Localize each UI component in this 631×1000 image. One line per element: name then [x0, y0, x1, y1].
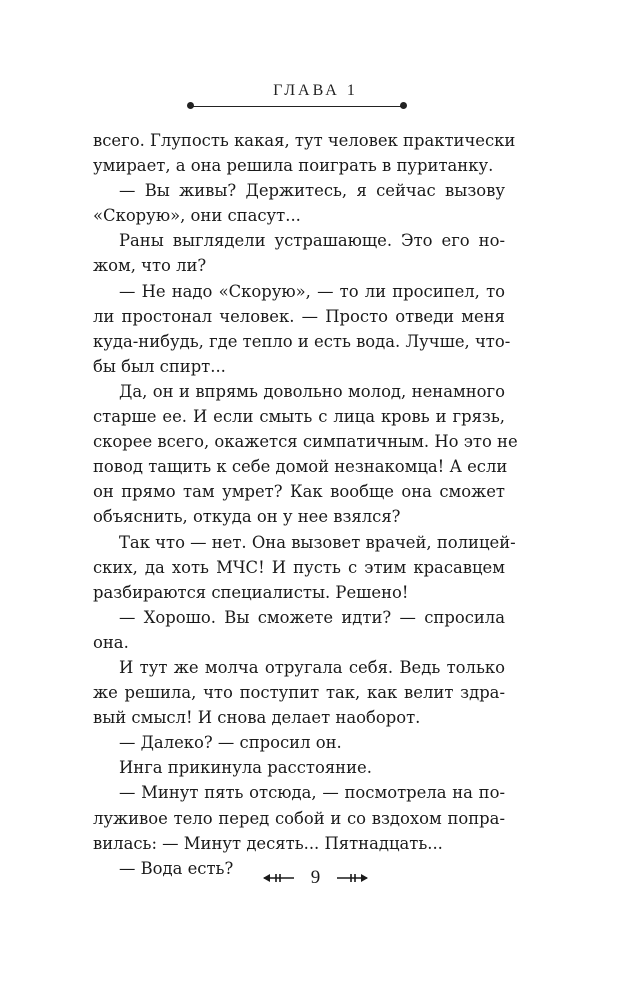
text-line: — Не надо «Скорую», — то ли просипел, то [119, 281, 505, 301]
text-line: куда-нибудь, где тепло и есть вода. Лучше, что- [93, 331, 511, 351]
text-line: ли простонал человек. — Просто отведи меня [93, 306, 505, 326]
text-line: — Вода есть? [119, 858, 234, 878]
text-line: старше ее. И если смыть с лица кровь и грязь, [93, 407, 505, 427]
running-header [0, 80, 631, 100]
text-line: объяснить, откуда он у нее взялся? [93, 507, 401, 527]
text-line: — Далеко? — спросил он. [119, 733, 342, 753]
text-line: И тут же молча отругала себя. Ведь только [119, 657, 505, 677]
text-line: повод тащить к себе домой незнакомца! А если [93, 457, 508, 477]
text-line: разбираются специалисты. Решено! [93, 582, 409, 602]
text-line: жом, что ли? [93, 256, 207, 276]
text-line: Раны выглядели устрашающе. Это его но- [119, 231, 505, 251]
text-line: скорее всего, окажется симпатичным. Но это не [93, 432, 518, 452]
page-footer [0, 866, 631, 889]
text-line: «Скорую», они спасут... [93, 206, 301, 226]
ornament-right-icon [335, 871, 369, 885]
text-line: бы был спирт... [93, 356, 226, 376]
text-line: — Минут пять отсюда, — посмотрела на по- [119, 783, 505, 803]
header-rule-left-dot [187, 102, 194, 109]
text-line: умирает, а она решила поиграть в пуританку. [93, 156, 494, 176]
chapter-title: ГЛАВА 1 [273, 82, 358, 99]
text-line: — Вы живы? Держитесь, я сейчас вызову [119, 181, 505, 201]
ornament-left-icon [262, 871, 296, 885]
text-line: всего. Глупость какая, тут человек практически [93, 131, 516, 150]
text-line: Да, он и впрямь довольно молод, ненамного [119, 381, 505, 401]
text-line: ских, да хоть МЧС! И пусть с этим красавцем [93, 557, 505, 577]
text-line: луживое тело перед собой и со вздохом попра- [93, 808, 505, 828]
page-number: 9 [310, 866, 321, 888]
text-line: она. [93, 632, 129, 652]
text-line: вилась: — Минут десять... Пятнадцать... [93, 833, 443, 853]
text-line: Инга прикинула расстояние. [119, 758, 372, 778]
header-rule [190, 106, 404, 107]
header-rule-right-dot [400, 102, 407, 109]
page-body [93, 128, 518, 881]
text-line: он прямо там умрет? Как вообще она сможет [93, 482, 505, 502]
text-line: — Хорошо. Вы сможете идти? — спросила [119, 607, 505, 627]
text-line: Так что — нет. Она вызовет врачей, полицей- [119, 532, 516, 552]
text-line: же решила, что поступит так, как велит здра- [93, 683, 505, 703]
text-line: вый смысл! И снова делает наоборот. [93, 708, 421, 728]
